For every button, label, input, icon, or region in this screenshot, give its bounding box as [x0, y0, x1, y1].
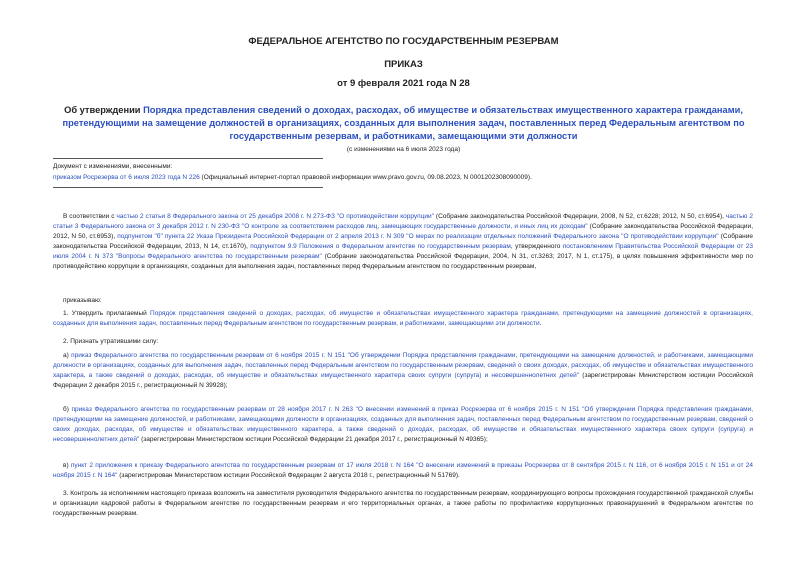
item-2v	[53, 461, 753, 481]
document-title	[45, 104, 762, 143]
document-type: ПРИКАЗ	[384, 59, 423, 70]
item-2a-text: а)	[63, 352, 72, 359]
divider-bottom	[53, 187, 323, 188]
changes-link[interactable]: приказом Росрезерва от 6 июля 2023 года N 226	[53, 174, 200, 181]
divider-top	[53, 158, 323, 159]
regulation-link[interactable]: подпунктом 9.9 Положения о Федеральном агентстве по государственным резервам	[250, 243, 511, 250]
item-3: 3. Контроль за исполнением настоящего приказа возложить на заместителя руководителя Федерального агентства по государственным резервам, координирующего вопросы прохождения государственной гражданской службы и организации кадровой работы в Федеральном агентстве по государственным резервам и его территориальных органах, а также работы по профилактике коррупционных правонарушений в Федеральном агентстве по государственным резервам.	[53, 490, 753, 517]
redaction-note: (с изменениями на 6 июля 2023 года)	[346, 146, 461, 153]
title-prefix: Об утверждении	[64, 105, 144, 115]
item-2b-text: (зарегистрирован Министерством юстиции Российской Федерации 21 декабря 2017 г., регистрационный N 49365);	[139, 436, 488, 443]
preamble-text: (Собрание законодательства Российской Федерации, 2004, N 31, ст.3263; 2017, N 1, ст.175), в целях повышения эффективности мер по противодействию коррупции в организациях, созданных для выполнения задач, поставленных перед Федеральным агентством по государственным резервам,	[53, 253, 754, 270]
decree-309-link[interactable]: подпунктом "б" пункта 22 Указа Президента Российской Федерации от 2 апреля 2013 г. N 309 "О мерах по реализации отдельных положений Федерального закона "О противодействии коррупции"	[117, 233, 719, 240]
item-2v-text: (зарегистрирован Министерством юстиции Российской Федерации 2 августа 2018 г., регистрационный N 51769).	[117, 472, 460, 479]
preamble-text: , утвержденного	[510, 243, 563, 250]
changes-intro: Документ с изменениями, внесенными:	[53, 163, 173, 170]
item-2: 2. Признать утратившими силу:	[63, 338, 159, 345]
agency-name: ФЕДЕРАЛЬНОЕ АГЕНТСТВО ПО ГОСУДАРСТВЕННЫМ РЕЗЕРВАМ	[248, 36, 559, 47]
item-2a	[53, 351, 753, 391]
item-1-text: 1. Утвердить прилагаемый	[63, 310, 151, 317]
resolution-373-link[interactable]: постановлением Правительства Российской Федерации от 23 июля 2004 г. N 373 "Вопросы Федерального агентства по государственным резервам"	[53, 243, 753, 260]
title-link[interactable]: Порядка представления сведений о доходах, расходах, об имуществе и обязательствах имущественного характера гражданами, претендующими на замещение должностей в организациях, созданных для выполнения задач, поставленных перед Федеральным агентством по государственным резервам, и работниками, замещающими эти должности	[62, 105, 745, 141]
procedure-link[interactable]: Порядок представления сведений о доходах, расходах, об имуществе и обязательствах имущественного характера гражданами, претендующими на замещение должностей в организациях, созданных для выполнения задач, поставленных перед Федеральным агентством по государственным резервам, и работниками, замещающими эти должности	[53, 310, 753, 327]
item-2b	[53, 405, 753, 445]
document-date: от 9 февраля 2021 года N 28	[337, 78, 470, 89]
changes-rest: (Официальный интернет-портал правовой информации www.pravo.gov.ru, 09.08.2023, N 0001202308090009).	[199, 174, 532, 181]
order-164-link[interactable]: пункт 2 приложения к приказу Федерального агентства по государственным резервам от 17 июля 2018 г. N 164 "О внесении изменений в приказы Росрезерва от 8 сентября 2015 г. N 116, от 6 ноября 2015 г. N 151 и от 24 ноября 2015 г. N 164"	[53, 462, 753, 479]
changes-list	[53, 173, 753, 183]
item-2v-text: в)	[63, 462, 71, 469]
order-151-link[interactable]: приказ Федерального агентства по государственным резервам от 6 ноября 2015 г. N 151 "Об утверждении Порядка представления гражданами, претендующими на замещение должностей, и работниками, замещающими должности в организациях, созданных для выполнения задач, поставленных перед Федеральным агентством по государственным резервам, сведений о своих доходах, расходах, об имуществе и обязательствах имущественного характера, а также сведений о доходах, расходах, об имуществе и обязательствах имущественного характера своих супруги (супруга) и несовершеннолетних детей"	[53, 352, 753, 379]
item-2a-text: (зарегистрирован Министерством юстиции Российской Федерации 2 декабря 2015 г., регистрационный N 39928);	[53, 372, 753, 389]
order-word: приказываю:	[63, 297, 102, 304]
preamble-paragraph	[53, 212, 753, 272]
preamble-text: (Собрание законодательства Российской Федерации, 2012, N 50, ст.6953),	[53, 223, 753, 240]
preamble-text: (Собрание законодательства Российской Федерации, 2008, N 52, ст.6228; 2012, N 50, ст.6954),	[433, 213, 726, 220]
law-273-link[interactable]: частью 2 статьи 8 Федерального закона от 25 декабря 2008 г. N 273-ФЗ "О противодействии коррупции"	[116, 213, 434, 220]
item-2b-text: б)	[63, 406, 72, 413]
order-263-link[interactable]: приказ Федерального агентства по государственным резервам от 28 ноября 2017 г. N 263 "О внесении изменений в приказ Росрезерва от 6 ноября 2015 г. N 151 "Об утверждении Порядка представления гражданами, претендующими на замещение должностей, и работниками, замещающими должности в организациях, созданных для выполнения задач, поставленных перед Федеральным агентством по государственным резервам, сведений о своих доходах, расходах, об имуществе и обязательствах имущественного характера, а также сведений о доходах, расходах, об имуществе и обязательствах имущественного характера своих супруги (супруга) и несовершеннолетних детей"	[53, 406, 754, 443]
item-1-text: .	[539, 320, 542, 327]
preamble-text: В соответствии с	[63, 213, 117, 220]
law-230-link[interactable]: частью 2 статьи 3 Федерального закона от 3 декабря 2012 г. N 230-ФЗ "О контроле за соответствием расходов лиц, замещающих государственные должности, и иных лиц их доходам"	[53, 213, 753, 230]
item-1	[53, 309, 753, 329]
preamble-text: (Собрание законодательства Российской Федерации, 2013, N 14, ст.1670),	[53, 233, 753, 250]
